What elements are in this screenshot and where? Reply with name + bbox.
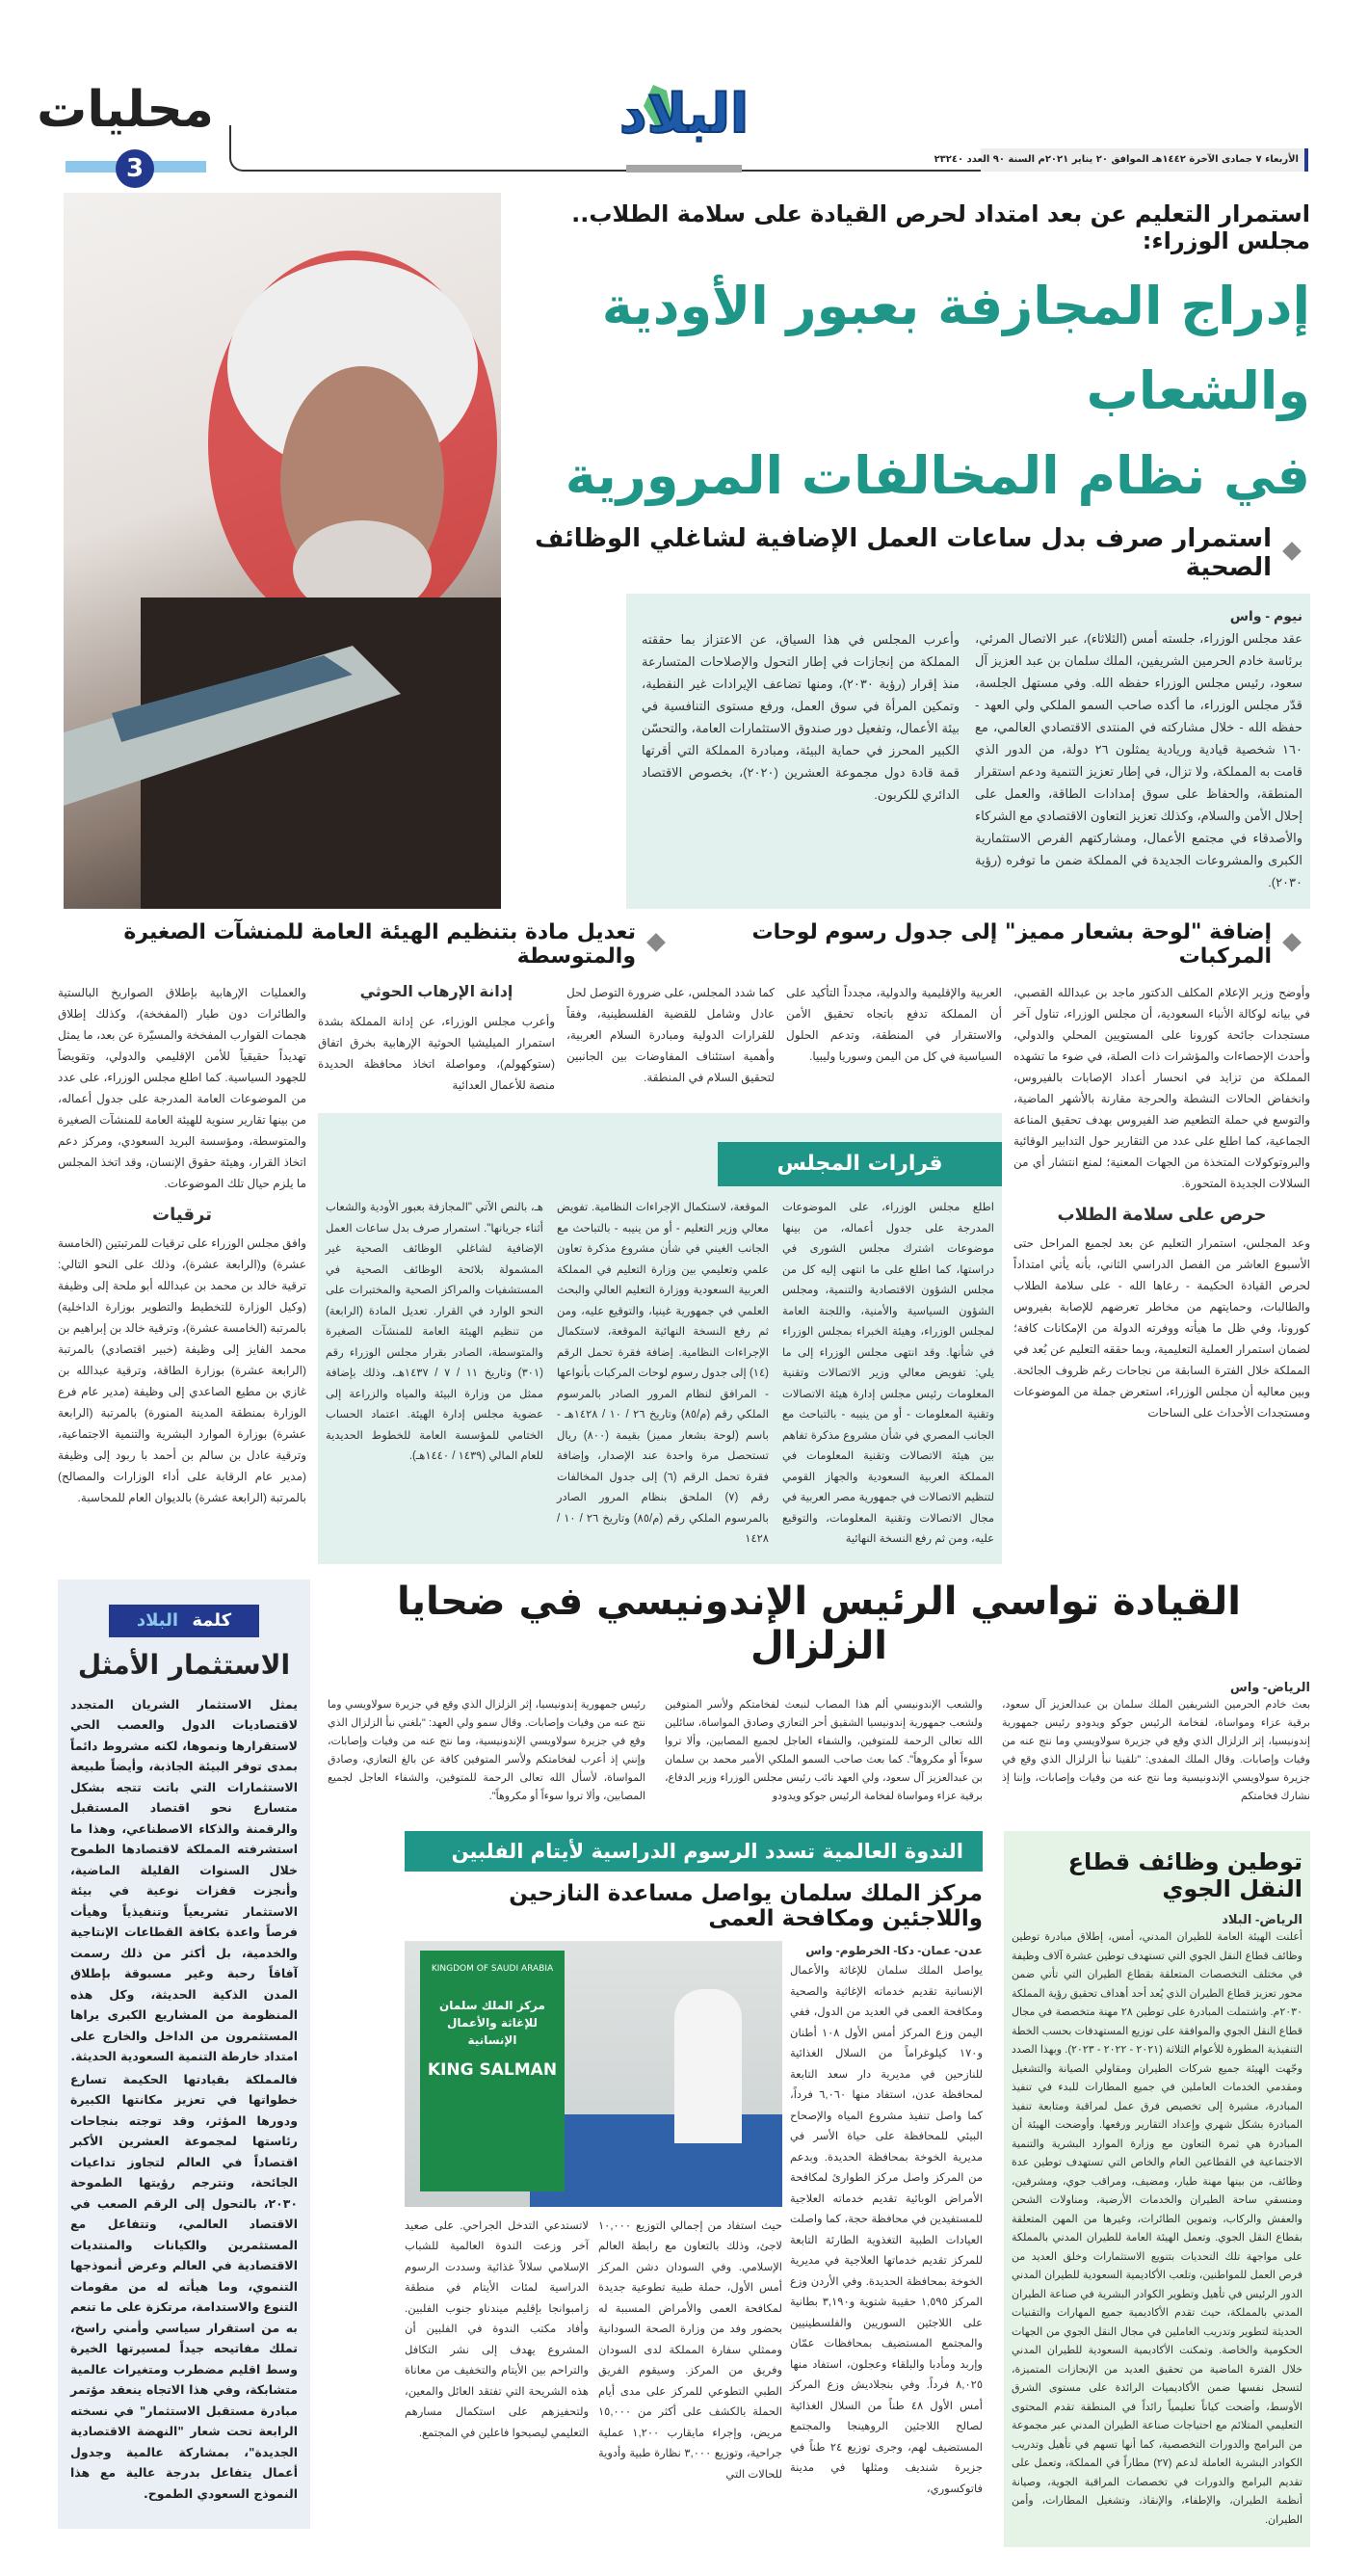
ksrelief-col-2: حيث استفاد من إجمالي التوزيع ١٠,٠٠٠ لاجئ، وذلك بالتعاون مع رابطة العالم الإسلامي. وفي السودان دشن المركز أمس الأول، حملة طبية تطوعية جديدة لمكافحة العمى والأمراض المسببة له بحضور وفد من وزارة الصحة السودانية وممثلي سفارة المملكة لدى السودان وفريق من المركز. وسيقوم الفريق الطبي التطوعي للمركز على مدى أيام الحملة بالكشف على أكثر من ١٥,٠٠٠ مريض، وإجراء مايقارب ١,٢٠٠ عملية جراحية، وتوزيع ٣,٠٠٠ نظارة طبية وأدوية للحالات التي [598, 2217, 782, 2486]
diamond-bullet-icon [1282, 933, 1302, 952]
secondary-headline-left: تعديل مادة بتنظيم الهيئة العامة للمنشآت الصغيرة والمتوسطة [58, 920, 674, 969]
ksrelief-lower-cols [405, 2217, 782, 2486]
promotions-heading: ترقيات [58, 1204, 306, 1225]
lower-section [58, 1580, 1310, 2576]
editorial-para-2: فالمملكة بقيادتها الحكيمة تسارع خطواتها في تعزيز مكانتها الكبيرة ودورها المؤثر، وقد توجته بنجاحات رئاستها لمجموعة العشرين الأكبر اقتصاداً في العالم لتجاوز تداعيات الجائحة، وتترجم رؤيتها الطموحة ٢٠٣٠، بالتحول إلى الرقم الصعب في الاقتصاد العالمي، وتتفاعل مع المستثمرين والكيانات والمنتديات الاقتصادية في العالم وعرض أنموذجها التنموي، وما هيأته له من مقومات التنوع والاستدامة، مرتكزة على ما تنعم به من استقرار سياسي وأمني راسخ، تملك مفاتيحه جيداً لمسيرتها الخيرة وسط اقليم مضطرب ومتغيرات عالمية متشابكة، وفي هذا الاتجاه ينعقد مؤتمر مبادرة مستقبل الاستثمار" في نسخته الرابعة تحت شعار "النهضة الاقتصادية الجديدة"، بمشاركة عالمية وجدول أعمال يتفاعل بدرجة عالية مع هذا النموذج السعودي الطموح. [70, 2069, 298, 2505]
editorial-para-1: يمثل الاستثمار الشريان المتجدد لاقتصاديات الدول والعصب الحي لاستقرارها ونموها، لكنه مشروط دائماً بمدى توفر البيئة الجاذبة، وأيضاً طبيعة الاستثمارات التي باتت تتجه بشكل متسارع نحو اقتصاد المستقبل والرقمنة والذكاء الاصطناعي، وهذا ما استشرفته المملكة لاقتصادها الطموح خلال السنوات القليلة الماضية، وأنجزت قفزات نوعية في بيئة الاستثمار تشريعياً وتنفيذياً وهيأت فرصاً واعدة بكافة القطاعات الإنتاجية والخدمية، بل أكثر من ذلك رسمت آفاقاً رحبة وغير مسبوقة بإطلاق المدن الذكية الحديثة، وكل هذه المنظومة من المشاريع الكبرى يراها المستثمرون من الداخل والخارج على امتداد خارطة التنمية السعودية الحديثة. [70, 1694, 298, 2067]
quake-paragraph: بعث خادم الحرمين الشريفين الملك سلمان بن عبدالعزيز آل سعود، برقية عزاء ومواساة، لفخامة الرئيس جوكو ويدودو رئيس جمهورية إندونيسيا، إثر الزلزال الذي وقع في جزيرة سولاويسي وما نتج عنه من وفيات وإصابات. وقال الملك المفدى: "تلقينا نبأ الزلزال الذي وقع في جزيرة سولاويسي الإندونيسية وما نتج عنه من وفيات وإصابات، وإننا إذ نشارك فخامتكم [1002, 1696, 1310, 1806]
promotions-paragraph: وافق مجلس الوزراء على ترقيات للمرتبتين (الخامسة عشرة) و(الرابعة عشرة)، وذلك على النحو التالي: ترقية خالد بن محمد بن عبدالله أبو ملحة إلى وظيفة (وكيل الوزارة للتخطيط والتطوير بوزارة الداخلية) بالمرتبة (الخامسة عشرة)، وترقية خالد بن إبراهيم بن محمد الفايز إلى وظيفة (خبير اقتصادي) بالمرتبة (الرابعة عشرة) بوزارة الطاقة، وترقية عبدالله بن غازي بن مطيع الصاعدي إلى وظيفة (مدير عام فرع الوزارة بمنطقة المدينة المنورة) بالمرتبة (الرابعة عشرة) بوزارة الموارد البشرية والتنمية الاجتماعية، وترقية عادل بن سالم بن أحمد با ربود إلى وظيفة (مدير عام الرقابة على أداء الوزارات والمصالح) بالمرتبة (الرابعة عشرة) بالديوان العام للمحاسبة. [58, 1233, 306, 1508]
issue-date: الأربعاء ٧ جمادى الآخرة ١٤٤٢هـ الموافق ٢٠ يناير ٢٠٢١م السنة ٩٠ العدد ٢٣٢٤٠ [934, 154, 1299, 165]
diamond-bullet-icon [646, 933, 666, 952]
aviation-paragraph: أعلنت الهيئة العامة للطيران المدني، أمس، إطلاق مبادرة توطين وظائف قطاع النقل الجوي التي تستهدف توطين عشرة آلاف وظيفة في مختلف التخصصات المتعلقة بقطاع الطيران التي تأتي ضمن محور تعزيز قطاع الطيران الذي يُعد أحد أهداف تحقيق رؤية المملكة ٢٠٣٠م. واشتملت المبادرة على توطين ٢٨ مهنة متخصصة في مجال قطاع النقل الجوي والموافقة على توزيع المستهدفات بحسب الخطة التنفيذية المطورة للأعوام الثلاثة (٢٠٢١ - ٢٠٢٢ - ٢٠٢٣). وبهذا الصدد وجّهت الهيئة جميع شركات الطيران ومقاولي الصيانة والتشغيل ومقدمي الخدمات العاملين في جميع المطارات للبدء في تنفيذ المبادرة، مشيرة إلى تخصيص فرق عمل لمراقبة ومتابعة تنفيذ المبادرة بشكل شهري وإعداد التقارير ورفعها. وأوضحت الهيئة أن المبادرة هي ثمرة التعاون مع وزارة الموارد البشرية والتنمية الاجتماعية في القطاعين العام والخاص التي تستهدف توطين عدة وظائف، من بينها مهنة طيار، ومضيف، ومراقب جوي، ومشرفين، ومنسقي ساحة الطيران والخدمات الأرضية، ومناولات الشحن والعفش والركاب، وتموين الطائرات، وغيرها من المهن المتعلقة بقطاع النقل الجوي. وتعمل الهيئة العامة للطيران المدني بالمملكة على مواجهة تلك التحديات بتنويع الاستثمارات وخلق العديد من فرص العمل للمواطنين، وتلعب الأكاديمية السعودية للطيران المدني الدور الرئيس في تأهيل وتطوير الكوادر البشرية في صناعة الطيران المدني بالمملكة، حيث تقدم الأكاديمية جميع المهارات والتقنيات الحديثة لتطوير وتدريب العاملين في مجال النقل الجوي من الجهات الحكومية والخاصة. وتمكنت الأكاديمية السعودية للطيران المدني خلال الفترة الماضية من تحقيق العديد من الإنجازات المتميزة، لتسجل نفسها ضمن الأكاديميات الرائدة على مستوى الشرق الأوسط، وأضحت كياناً تعليمياً رائداً في المنطقة تقدم المحتوى التعليمي المتلائم مع احتياجات صناعة الطيران المدني عبر مجموعة من البرامج والدورات التخصصية، كما أنها تسهم في تأهيل وتدريب الكوادر البشرية العاملة لدعم (٢٧) مطاراً في المملكة، وتعمل على تقديم البرامج والدورات في تخصصات المراقبة الجوية، وصيانة أنظمة الطيران، والإطفاء، والإنقاذ، وتشغيل المطارات، وأمن الطيران. [1012, 1928, 1302, 2530]
lead-subhead-text: استمرار صرف بدل ساعات العمل الإضافية لشاغلي الوظائف الصحية [501, 524, 1272, 582]
aviation-text [1012, 1910, 1302, 2531]
editorial-title: الاستثمار الأمثل [70, 1649, 298, 1681]
page-number: 3 [126, 154, 144, 183]
lead-section [0, 193, 1368, 909]
lead-right [501, 193, 1310, 909]
ksrelief-col-3: لاتستدعي التدخل الجراحي. على صعيد آخر وزعت الندوة العالمية للشباب الإسلامي سلالاً غذائية وسددت الرسوم الدراسية لمئات الأيتام في منطقة زامبوانجا بإقليم ميندناو جنوب الفلبين. وأفاد مكتب الندوة في الفلبين أن المشروع يهدف إلى نشر التكافل والتراحم بين الأيتام والتخفيف من معاناة هذه الشريحة التي تفتقد العائل والمعين، ولتحفيزهم على استكمال مسارهم التعليمي ليصبحوا فاعلين في المجتمع. [405, 2217, 589, 2445]
lead-para-1: عقد مجلس الوزراء، جلسته أمس (الثلاثاء)، عبر الاتصال المرئي، برئاسة خادم الحرمين الشريفين، الملك سلمان بن عبد العزيز آل سعود، رئيس مجلس الوزراء حفظه الله. وفي مستهل الجلسة، قدّر مجلس الوزراء، ما أكده صاحب السمو الملكي ولي العهد - حفظه الله - خلال مشاركته في المنتدى الاقتصادي العالمي، مع ١٦٠ شخصية قيادية وريادية يمثلون ٢٦ دولة، من الدور الذي قامت به المملكة، ولا تزال، في إطار تعزيز التنمية ودعم استقرار المنطقة، والحفاظ على سوق إمدادات الطاقة، والعمل على إحلال الأمن والسلام، وكذلك تعزيز التعاون الاقتصادي مع الشركاء والأصدقاء في مجتمع الأعمال، ومشاركتهم الفرص الاستثمارية الكبرى والمشروعات الجديدة في المملكة ضمن ما توفره (رؤية ٢٠٣٠). [975, 627, 1302, 893]
decisions-box [318, 1113, 1002, 1564]
editorial-label-text: كلمة [192, 1610, 231, 1631]
logo-text: البلاد [617, 83, 751, 146]
page-number-badge [116, 149, 154, 188]
ksrelief-left [405, 1941, 782, 2486]
ksrelief-block [405, 1831, 983, 2503]
lead-headline-1: إدراج المجازفة بعبور الأودية والشعاب [501, 264, 1310, 434]
lead-kicker: استمرار التعليم عن بعد امتداد لحرص القيادة على سلامة الطلاب.. مجلس الوزراء: [501, 193, 1310, 254]
decisions-col-1: اطلع مجلس الوزراء، على الموضوعات المدرجة على جدول أعماله، من بينها موضوعات اشترك مجلس الشورى في دراستها، كما اطلع على ما انتهى إليه كل من مجلس الشؤون الاقتصادية والتنمية، ومجلس الشؤون السياسية والأمنية، واللجنة العامة لمجلس الوزراء، وهيئة الخبراء بمجلس الوزراء في شأنها. وقد انتهى مجلس الوزراء إلى ما يلي: تفويض معالي وزير الاتصالات وتقنية المعلومات رئيس مجلس إدارة هيئة الاتصالات وتقنية المعلومات - أو من ينيبه - بالتباحث مع الجانب المصري في شأن مشروع مذكرة تفاهم بين هيئة الاتصالات وتقنية المعلومات في المملكة العربية السعودية والجهاز القومي لتنظيم الاتصالات في جمهورية مصر العربية في مجال الاتصالات وتقنية المعلومات، والتوقيع عليه، ومن ثم رفع النسخة النهائية [782, 1198, 994, 1551]
logo-underbar [626, 165, 742, 173]
lead-col-left [642, 605, 960, 808]
ksrelief-col-1 [790, 1941, 983, 2503]
palestine-paragraph: كما شدد المجلس، على ضرورة التوصل لحل عادل وشامل للقضية الفلسطينية، وفقاً للقرارات الدولية ومبادرة السلام العربية، وأهمية استئناف المفاوضات بين الجانبين لتحقيق السلام في المنطقة. [566, 982, 775, 1088]
editorial-box [58, 1580, 310, 2530]
aviation-dateline: الرياض- البلاد [1012, 1910, 1302, 1929]
quake-dateline: الرياض- واس [1002, 1678, 1310, 1696]
covid-paragraph: وأوضح وزير الإعلام المكلف الدكتور ماجد بن عبدالله القصبي، في بيانه لوكالة الأنباء السعودية، أن مجلس الوزراء، تناول آخر مستجدات جائحة كورونا على المستويين المحلي والدولي، وأحدث الإحصاءات والمؤشرات ذات الصلة، في ضوء ما تشهده المملكة من تزايد في انحسار أعداد الإصابات بالفيروس، وانخفاض الحالات النشطة والحرجة مقارنة بالأشهر الماضية، والتوسع في حملة التطعيم ضد الفيروس بهدف تحقيق المناعة الجماعية، كما اطلع على عدد من التقارير حول التدابير الوقائية والبروتوكولات المتخذة من الجهات المعنية؛ لمنع انتشار أي من السلالات الجديدة المتحورة. [1013, 982, 1310, 1194]
ksrelief-headline: مركز الملك سلمان يواصل مساعدة النازحين واللاجئين ومكافحة العمى [405, 1881, 983, 1931]
decisions-columns [326, 1198, 994, 1551]
lead-text-panel [626, 594, 1310, 909]
topics-paragraph: والعمليات الإرهابية بإطلاق الصواريخ البالستية والطائرات دون طيار (المفخخة)، وكذلك إطلاق هجمات القوارب المفخخة والمسيّرة عن بعد، ما يمثل تهديداً حقيقياً للأمن الإقليمي والدولي، وتقويضاً للجهود السياسية. كما اطلع مجلس الوزراء، على عدد من الموضوعات العامة المدرجة على جدول أعماله، من بينها تقارير سنوية للهيئة العامة للمنشآت الصغيرة والمتوسطة، ومؤسسة البريد السعودي، ومركز دعم اتخاذ القرار، وهيئة حقوق الإنسان، وقد اتخذ المجلس ما يلزم حيال تلك الموضوعات. [58, 982, 306, 1194]
lead-photo [64, 193, 501, 909]
ksrelief-dateline: عدن- عمان- دكا- الخرطوم- واس [790, 1941, 983, 1962]
ksrelief-paragraph: يواصل الملك سلمان للإغاثة والأعمال الإنسانية تقديم خدماته الإغاثية والصحية ومكافحة العمى في العديد من الدول، ففي اليمن وزع المركز أمس الأول ١٠٨ أطنان و١٧٠ كيلوغراماً من السلال الغذائية للنازحين في مديرية دار سعد التابعة لمحافظة عدن، استفاد منها ٦,٠٦٠ فرداً، كما واصل تنفيذ مشروع المياه والإصحاح البيئي للمحافظة على حياة الأسر في مديرية الخوخة بمحافظة الحديدة. وبدعم من المركز واصل مركز الطوارئ لمكافحة الأمراض الوبائية تقديم خدماته العلاجية للمستفيدين في محافظة حجة، كما واصلت العيادات الطبية التغذوية الطارئة التابعة للمركز تقديم خدماتها العلاجية في مديرية الخوخة بمحافظة الحديدة. وفي الأردن وزع المركز ١,٥٩٥ حقيبة شتوية و٣,١٩٠ بطانية على اللاجئين السوريين والفلسطينيين والمجتمع المستضيف بمحافظات عمّان وإربد ومأدبا والبلقاء وعجلون، استفاد منها ٨,٠٢٥ فرداً. وفي بنجلاديش وزع المركز أمس الأول ٤٨ طناً من السلال الغذائية لصالح اللاجئين الروهينجا والمجتمع المستضيف لهم، وجرى توزيع ٢٤ طناً في جزيرة شنديف ومثلها في مدينة فاتوكسوري، [790, 1961, 983, 2500]
column-right [1013, 982, 1310, 1425]
lead-para-2: وأعرب المجلس في هذا السياق، عن الاعتزاز بما حققته المملكة من إنجازات في إطار التحول والإصلاحات المتسارعة منذ إقرار (رؤية ٢٠٣٠)، ومنها تضاعف الإيرادات غير النفطية، وتمكين المرأة في سوق العمل، ورفع مستوى التنافسية في بيئة الأعمال، وتفعيل دور صندوق الاستثمارات العامة، والتحسّن الكبير المحرز في حماية البيئة، ومبادرة المملكة التي أقرتها قمة قادة دول مجموعة العشرين (٢٠٢٠)، بخصوص الاقتصاد الدائري للكربون. [642, 628, 960, 806]
decisions-label: قرارات المجلس [718, 1142, 1002, 1186]
lower-stories [328, 1831, 1310, 2548]
region-paragraph: العربية والإقليمية والدولية، مجدداً التأكيد على أن المملكة تدفع باتجاه تحقيق الأمن والاستقرار في المنطقة، وتدعم الحلول السياسية في كل من اليمن وسوريا وليبيا. [786, 982, 1002, 1067]
lead-subhead [501, 524, 1310, 582]
photo-doctor [674, 1989, 742, 2143]
diamond-bullet-icon [1282, 542, 1302, 561]
lead-dateline: نيوم - واس [975, 605, 1302, 627]
ksrelief-photo [405, 1941, 782, 2207]
ksrelief-body [405, 1941, 983, 2503]
secondary-headlines [58, 920, 1310, 969]
photo-banner-sign [420, 1951, 565, 2191]
header-rule [229, 125, 981, 172]
houthi-paragraph: وأعرب مجلس الوزراء، عن إدانة المملكة بشدة استمرار الميليشيا الحوثية الإرهابية بخرق اتفاق (ستوكهولم)، ومواصلة اتخاذ محافظة الحديدة منصة للأعمال العدائية [318, 1011, 555, 1096]
lower-main [328, 1580, 1310, 2548]
sign-text-en: KING SALMAN [426, 2060, 559, 2080]
column-4 [318, 982, 555, 1098]
editorial-text [70, 1694, 298, 2505]
editorial-label [109, 1605, 259, 1637]
quake-columns [328, 1678, 1310, 1808]
sign-text-ar: مركز الملك سلمان للإغاثة والأعمال الإنسانية [426, 1997, 559, 2049]
column-left [58, 982, 306, 1510]
students-heading: حرص على سلامة الطلاب [1013, 1204, 1310, 1225]
quake-col-3: رئيس جمهورية إندونيسيا، إثر الزلزال الذي وقع في جزيرة سولاويسي وما نتج عنه من وفيات وإصابات. وقال سمو ولي العهد: "بلغني نبأ الزلزال الذي وقع في جزيرة سولاويسي الإندونيسية، وما نتج عنه من وفيات وإصابات، وإنني إذ أعرب لفخامتكم ولأسر المتوفين كافة عن بالغ التعازي، وصادق المواساة، لأسأل الله تعالى الرحمة للمتوفين، والشفاء العاجل لجميع المصابين، وألا تروا سوءاً أو مكروهاً". [328, 1678, 645, 1806]
column-2 [786, 982, 1002, 1069]
lead-col-right [975, 605, 1302, 895]
ksrelief-banner: الندوة العالمية تسدد الرسوم الدراسية لأيتام الفلبين [405, 1831, 983, 1872]
dateline-bar [981, 148, 1308, 172]
column-3 [566, 982, 775, 1090]
middle-block [318, 982, 1002, 1564]
masthead [0, 0, 1368, 193]
quake-col-1 [1002, 1678, 1310, 1808]
king-photo-illustration [64, 193, 501, 909]
council-columns [58, 982, 1310, 1564]
aviation-headline: توطين وظائف قطاع النقل الجوي [1012, 1848, 1302, 1902]
section-title: محليات [60, 81, 214, 139]
editorial-logo: البلاد [137, 1610, 178, 1631]
middle-top-row [318, 982, 1002, 1098]
quake-headline: القيادة تواسي الرئيس الإندونيسي في ضحايا الزلزال [328, 1580, 1310, 1668]
photo-bed [530, 2114, 782, 2207]
sign-text-top: KINGDOM OF SAUDI ARABIA [426, 1964, 559, 1974]
houthi-heading: إدانة الإرهاب الحوثي [318, 982, 555, 1003]
aviation-box [1004, 1831, 1310, 2548]
lead-headline-2: في نظام المخالفات المرورية [501, 434, 1310, 518]
decisions-col-2: الموقعة، لاستكمال الإجراءات النظامية. تفويض معالي وزير التعليم - أو من ينيبه - بالتباحث مع الجانب الغيني في شأن مشروع مذكرة تعاون علمي وتعليمي بين وزارة التعليم في المملكة العربية السعودية ووزارة التعليم العالي والبحث العلمي في جمهورية غينيا، والتوقيع عليه، ومن ثم رفع النسخة النهائية الموقعة، لاستكمال الإجراءات النظامية. إضافة فقرة تحمل الرقم (١٤) إلى جدول رسوم لوحات المركبات بأنواعها - المرافق لنظام المرور الصادر بالمرسوم الملكي رقم (م/٨٥) وتاريخ ٢٦ / ١٠ / ١٤٢٨هـ - باسم (لوحة بشعار مميز) بقيمة (٨٠٠) ريال تستحصل مرة واحدة عند الإصدار، وإضافة فقرة تحمل الرقم (٦) إلى جدول المخالفات رقم (٧) الملحق بنظام المرور الصادر بالمرسوم الملكي رقم (م/٨٥) وتاريخ ٢٦ / ١٠ / ١٤٢٨ [557, 1198, 769, 1551]
students-paragraph: وعد المجلس، استمرار التعليم عن بعد لجميع المراحل حتى الأسبوع العاشر من الفصل الدراسي الثاني، بأنه يأتي امتداداً لحرص القيادة الحكيمة - رعاها الله - على سلامة الطلاب والطالبات، وحمايتهم من مخاطر تعرضهم للإصابة بفيروس كورونا، وفي ظل ما هيأته ووفرته الدولة من الإمكانات كافة؛ لضمان استمرار العملية التعليمية، وبما حققه التعليم عن بُعد في المملكة خلال الفترة السابقة من نجاحات رغم ظروف الجائحة. وبين معاليه أن مجلس الوزراء، استعرض جملة من الموضوعات ومستجدات الأحداث على الساحات [1013, 1233, 1310, 1423]
decisions-col-3: هـ، بالنص الآتي "المجازفة بعبور الأودية والشعاب أثناء جريانها". استمرار صرف بدل ساعات العمل الإضافية لشاغلي الوظائف الصحية غير المشمولة بلائحة الوظائف الصحية في المستشفيات والمراكز الصحية والمختبرات على النحو الوارد في القرار. تعديل المادة (الرابعة) من تنظيم الهيئة العامة للمنشآت الصغيرة والمتوسطة، الصادر بقرار مجلس الوزراء رقم (٣٠١) وتاريخ ١١ / ٧ / ١٤٣٧هـ، وذلك بإضافة ممثل من وزارة البيئة والمياه والزراعة إلى عضوية مجلس إدارة الهيئة. اعتماد الحساب الختامي للمؤسسة العامة للخطوط الحديدية للعام المالي (١٤٣٩ / ١٤٤٠هـ). [326, 1198, 543, 1468]
quake-col-2: والشعب الإندونيسي ألم هذا المصاب لنبعث لفخامتكم ولأسر المتوفين ولشعب جمهورية إندونيسيا الشقيق أحر التعازي وصادق المواساة، سائلين الله تعالى الرحمة للمتوفين، والشفاء العاجل لجميع المصابين، وألا تروا سوءاً أو مكروهاً". كما بعث صاحب السمو الملكي الأمير محمد بن سلمان بن عبدالعزيز آل سعود، ولي العهد نائب رئيس مجلس الوزراء وزير الدفاع، برقية عزاء ومواساة لفخامة الرئيس جوكو ويدودو [665, 1678, 983, 1806]
logo [617, 77, 751, 173]
secondary-headline-right: إضافة "لوحة بشعار مميز" إلى جدول رسوم لوحات المركبات [694, 920, 1310, 969]
